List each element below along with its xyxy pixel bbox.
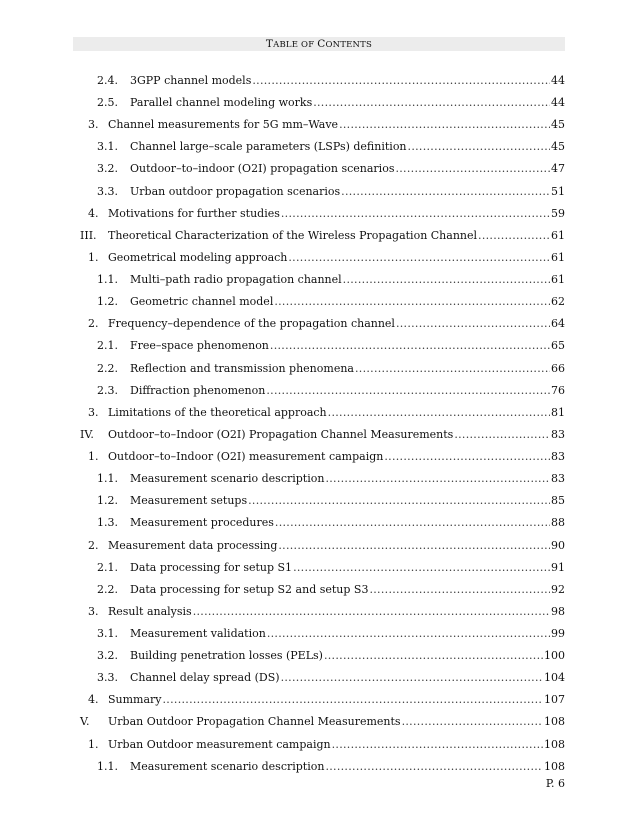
toc-entry[interactable] <box>97 579 565 601</box>
toc-leader-dots <box>278 535 550 557</box>
toc-leader-dots <box>274 291 550 313</box>
toc-entry-page: 61 <box>551 229 565 242</box>
toc-entry[interactable] <box>88 601 565 623</box>
toc-entry-page: 62 <box>551 295 565 308</box>
toc-entry-title: Measurement scenario description <box>130 472 325 485</box>
toc-entry-page: 108 <box>544 715 565 728</box>
toc-entry-title: Channel measurements for 5G mm–Wave <box>108 118 339 131</box>
toc-entry-page: 76 <box>551 384 565 397</box>
toc-entry-number: 3.2. <box>97 162 118 175</box>
toc-entry-number: 2.5. <box>97 96 118 109</box>
toc-entry[interactable] <box>97 335 565 357</box>
toc-entry-number: 2. <box>88 317 99 330</box>
page-number: P. 6 <box>545 777 565 790</box>
toc-entry-number: 2.2. <box>97 583 118 596</box>
toc-entry-number: 4. <box>88 207 99 220</box>
toc-entry-number: 2. <box>88 539 99 552</box>
header-rest-2: ONTENTS <box>325 40 373 50</box>
toc-entry-number: IV. <box>80 428 94 441</box>
toc-entry-title: Measurement setups <box>130 494 248 507</box>
toc-entry-page: 100 <box>544 649 565 662</box>
toc-entry-title: Urban outdoor propagation scenarios <box>130 185 341 198</box>
toc-leader-dots <box>267 623 550 645</box>
toc-leader-dots <box>332 734 543 756</box>
toc-entry-number: 1.1. <box>97 273 118 286</box>
toc-entry-title: Diffraction phenomenon <box>130 384 266 397</box>
toc-entry-title: Channel large–scale parameters (LSPs) definition <box>130 140 407 153</box>
toc-entry-title: Outdoor–to–Indoor (O2I) measurement campaign <box>108 450 384 463</box>
toc-entry[interactable] <box>97 358 565 380</box>
toc-leader-dots <box>324 645 543 667</box>
toc-leader-dots <box>408 136 550 158</box>
toc-leader-dots <box>341 181 550 203</box>
toc-entry-number: 1. <box>88 738 99 751</box>
toc-leader-dots <box>325 756 543 778</box>
toc-entry-number: 3.1. <box>97 140 118 153</box>
toc-entry-number: 4. <box>88 693 99 706</box>
toc-entry[interactable] <box>97 667 565 689</box>
toc-entry[interactable] <box>97 468 565 490</box>
toc-entry-page: 64 <box>551 317 565 330</box>
toc-entry-title: Measurement scenario description <box>130 760 325 773</box>
toc-entry-title: Outdoor–to–Indoor (O2I) Propagation Channel Measurements <box>108 428 454 441</box>
toc-entry-page: 65 <box>551 339 565 352</box>
toc-entry-page: 44 <box>551 96 565 109</box>
toc-entry-title: Theoretical Characterization of the Wireless Propagation Channel <box>108 229 478 242</box>
toc-entry-page: 104 <box>544 671 565 684</box>
toc-leader-dots <box>454 424 550 446</box>
toc-entry-number: III. <box>80 229 97 242</box>
toc-entry-title: Parallel channel modeling works <box>130 96 313 109</box>
toc-leader-dots <box>193 601 550 623</box>
toc-entry[interactable] <box>88 446 565 468</box>
toc-entry-number: 3. <box>88 406 99 419</box>
toc-entry-page: 90 <box>551 539 565 552</box>
toc-entry-page: 108 <box>544 760 565 773</box>
toc-entry-title: Multi–path radio propagation channel <box>130 273 342 286</box>
toc-entry[interactable] <box>88 402 565 424</box>
toc-entry[interactable] <box>88 203 565 225</box>
toc-leader-dots <box>288 247 550 269</box>
toc-entry-title: Measurement data processing <box>108 539 278 552</box>
toc-entry[interactable] <box>88 535 565 557</box>
toc-entry-title: Urban Outdoor measurement campaign <box>108 738 331 751</box>
toc-leader-dots <box>281 667 543 689</box>
toc-entry-number: 3.3. <box>97 185 118 198</box>
toc-entry-number: V. <box>80 715 90 728</box>
toc-entry-page: 85 <box>551 494 565 507</box>
toc-entry-number: 3. <box>88 118 99 131</box>
toc-entry-number: 2.1. <box>97 561 118 574</box>
toc-leader-dots <box>384 446 550 468</box>
toc-entry-page: 98 <box>551 605 565 618</box>
toc-entry-title: Free–space phenomenon <box>130 339 269 352</box>
toc-entry[interactable] <box>80 225 565 247</box>
toc-entry[interactable] <box>97 291 565 313</box>
toc-leader-dots <box>163 689 543 711</box>
toc-entry-title: Summary <box>108 693 162 706</box>
toc-entry[interactable] <box>97 645 565 667</box>
toc-entry-number: 2.1. <box>97 339 118 352</box>
page-header <box>73 37 565 51</box>
toc-leader-dots <box>369 579 550 601</box>
toc-leader-dots <box>281 203 550 225</box>
toc-entry-title: Data processing for setup S1 <box>130 561 293 574</box>
toc-entry-page: 59 <box>551 207 565 220</box>
toc-entry[interactable] <box>88 114 565 136</box>
toc-leader-dots <box>328 402 550 424</box>
toc-entry-page: 81 <box>551 406 565 419</box>
header-rest-1: ABLE OF <box>273 40 318 50</box>
toc-leader-dots <box>395 158 550 180</box>
toc-entry-page: 83 <box>551 472 565 485</box>
toc-entry-number: 3. <box>88 605 99 618</box>
toc-entry-page: 91 <box>551 561 565 574</box>
toc-entry-number: 2.4. <box>97 74 118 87</box>
toc-entry[interactable] <box>97 92 565 114</box>
toc-entry-number: 1.2. <box>97 494 118 507</box>
toc-leader-dots <box>396 313 550 335</box>
toc-entry-page: 51 <box>551 185 565 198</box>
toc-entry-page: 45 <box>551 118 565 131</box>
toc-leader-dots <box>339 114 550 136</box>
toc-entry-title: Building penetration losses (PELs) <box>130 649 323 662</box>
toc-entry-title: Geometric channel model <box>130 295 274 308</box>
toc-entry-page: 107 <box>544 693 565 706</box>
toc-entry[interactable] <box>97 70 565 92</box>
toc-entry-title: Frequency–dependence of the propagation channel <box>108 317 395 330</box>
toc-entry-number: 1.1. <box>97 760 118 773</box>
toc-leader-dots <box>270 335 550 357</box>
toc-entry-page: 83 <box>551 450 565 463</box>
toc-entry-page: 44 <box>551 74 565 87</box>
toc-entry-number: 1.2. <box>97 295 118 308</box>
toc-entry-title: Geometrical modeling approach <box>108 251 288 264</box>
toc-leader-dots <box>325 468 550 490</box>
toc-entry[interactable] <box>88 247 565 269</box>
toc-entry-title: Motivations for further studies <box>108 207 280 220</box>
toc-entry[interactable] <box>97 756 565 778</box>
toc-leader-dots <box>266 380 550 402</box>
toc-entry[interactable] <box>97 158 565 180</box>
toc-leader-dots <box>293 557 550 579</box>
toc-leader-dots <box>343 269 550 291</box>
toc-entry[interactable] <box>97 136 565 158</box>
toc-entry[interactable] <box>80 424 565 446</box>
toc-entry-title: Channel delay spread (DS) <box>130 671 280 684</box>
toc-entry-number: 1.3. <box>97 516 118 529</box>
toc-leader-dots <box>402 711 543 733</box>
toc-entry-number: 3.3. <box>97 671 118 684</box>
toc-leader-dots <box>478 225 550 247</box>
toc-entry-title: Outdoor–to–indoor (O2I) propagation scenarios <box>130 162 395 175</box>
toc-leader-dots <box>248 490 550 512</box>
toc-entry-page: 66 <box>551 362 565 375</box>
toc-entry-page: 99 <box>551 627 565 640</box>
toc-leader-dots <box>355 358 550 380</box>
toc-entry-number: 3.2. <box>97 649 118 662</box>
toc-entry-title: Result analysis <box>108 605 192 618</box>
toc-entry-title: Measurement procedures <box>130 516 274 529</box>
toc-entry-page: 61 <box>551 251 565 264</box>
toc-entry-number: 1. <box>88 251 99 264</box>
toc-entry[interactable] <box>97 557 565 579</box>
toc-entry[interactable] <box>97 490 565 512</box>
header-initial-2: C <box>317 38 326 50</box>
toc-entry-page: 61 <box>551 273 565 286</box>
toc-entry-number: 3.1. <box>97 627 118 640</box>
toc-entry[interactable] <box>88 313 565 335</box>
toc-entry[interactable] <box>97 181 565 203</box>
toc-entry-page: 88 <box>551 516 565 529</box>
toc-entry[interactable] <box>97 623 565 645</box>
toc-leader-dots <box>313 92 550 114</box>
toc-entry-number: 2.2. <box>97 362 118 375</box>
toc-entry[interactable] <box>97 380 565 402</box>
toc-entry-page: 45 <box>551 140 565 153</box>
toc-entry[interactable] <box>88 689 565 711</box>
toc-entry[interactable] <box>88 734 565 756</box>
toc-entry-page: 92 <box>551 583 565 596</box>
toc-entry-title: Urban Outdoor Propagation Channel Measurements <box>108 715 401 728</box>
toc-entry-title: Reflection and transmission phenomena <box>130 362 354 375</box>
toc-leader-dots <box>275 512 550 534</box>
toc-entry[interactable] <box>80 711 565 733</box>
toc-entry-title: Measurement validation <box>130 627 266 640</box>
header-initial-1: T <box>265 38 274 50</box>
toc-entry-number: 1.1. <box>97 472 118 485</box>
toc-entry[interactable] <box>97 269 565 291</box>
toc-entry-page: 83 <box>551 428 565 441</box>
toc-entry[interactable] <box>97 512 565 534</box>
toc-entry-title: Data processing for setup S2 and setup S3 <box>130 583 369 596</box>
toc-entry-title: 3GPP channel models <box>130 74 252 87</box>
toc-entry-number: 2.3. <box>97 384 118 397</box>
toc-entry-number: 1. <box>88 450 99 463</box>
toc-entry-page: 47 <box>551 162 565 175</box>
toc-entry-title: Limitations of the theoretical approach <box>108 406 327 419</box>
toc-leader-dots <box>252 70 550 92</box>
toc-entry-page: 108 <box>544 738 565 751</box>
